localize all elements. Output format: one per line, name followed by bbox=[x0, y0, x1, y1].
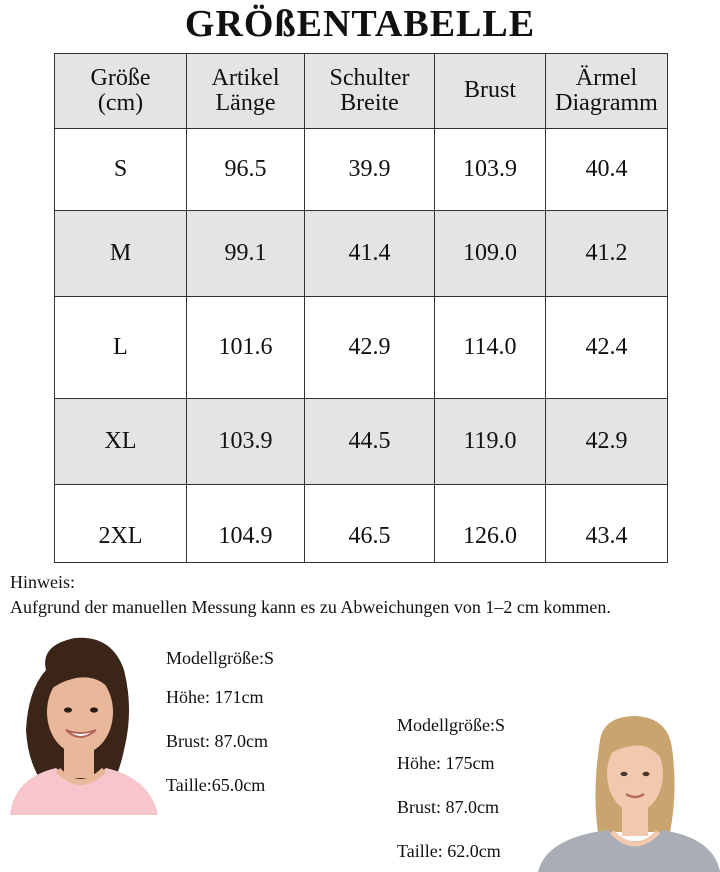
model1-size: Modellgröße:S bbox=[166, 648, 274, 668]
model2-waist: Taille: 62.0cm bbox=[397, 841, 501, 861]
model2-height: Höhe: 175cm bbox=[397, 753, 495, 773]
cell-size: L bbox=[55, 297, 187, 399]
cell-length: 104.9 bbox=[187, 485, 305, 563]
model1-height: Höhe: 171cm bbox=[166, 687, 264, 707]
cell-shoulder: 39.9 bbox=[305, 129, 435, 211]
header-shoulder: Schulter Breite bbox=[305, 54, 435, 129]
cell-bust: 109.0 bbox=[435, 211, 546, 297]
cell-sleeve: 42.4 bbox=[546, 297, 668, 399]
model1-waist: Taille:65.0cm bbox=[166, 775, 266, 795]
table-header-row bbox=[55, 54, 668, 129]
cell-size: XL bbox=[55, 399, 187, 485]
model2-bust: Brust: 87.0cm bbox=[397, 797, 499, 817]
model1-bust: Brust: 87.0cm bbox=[166, 731, 268, 751]
table-row bbox=[55, 129, 668, 211]
note-text: Aufgrund der manuellen Messung kann es zu Abweichungen von 1–2 cm kommen. bbox=[10, 597, 611, 617]
cell-size: S bbox=[55, 129, 187, 211]
table-row bbox=[55, 211, 668, 297]
header-length: Artikel Länge bbox=[187, 54, 305, 129]
model2-size: Modellgröße:S bbox=[397, 715, 505, 735]
header-bust: Brust bbox=[435, 54, 546, 129]
cell-shoulder: 42.9 bbox=[305, 297, 435, 399]
table-row bbox=[55, 297, 668, 399]
model-photo-1 bbox=[0, 630, 160, 815]
header-sleeve: Ärmel Diagramm bbox=[546, 54, 668, 129]
cell-length: 101.6 bbox=[187, 297, 305, 399]
cell-size: M bbox=[55, 211, 187, 297]
cell-shoulder: 44.5 bbox=[305, 399, 435, 485]
table-row bbox=[55, 485, 668, 563]
header-size: Größe (cm) bbox=[55, 54, 187, 129]
page-title: GRÖßENTABELLE bbox=[184, 3, 536, 45]
table-row bbox=[55, 399, 668, 485]
cell-bust: 126.0 bbox=[435, 485, 546, 563]
cell-size: 2XL bbox=[55, 485, 187, 563]
cell-shoulder: 41.4 bbox=[305, 211, 435, 297]
cell-sleeve: 42.9 bbox=[546, 399, 668, 485]
note-label: Hinweis: bbox=[10, 572, 75, 592]
cell-sleeve: 40.4 bbox=[546, 129, 668, 211]
cell-length: 96.5 bbox=[187, 129, 305, 211]
cell-length: 99.1 bbox=[187, 211, 305, 297]
cell-sleeve: 41.2 bbox=[546, 211, 668, 297]
cell-bust: 114.0 bbox=[435, 297, 546, 399]
cell-bust: 103.9 bbox=[435, 129, 546, 211]
model-photo-2 bbox=[538, 712, 720, 872]
size-chart-table bbox=[54, 53, 668, 563]
cell-length: 103.9 bbox=[187, 399, 305, 485]
cell-bust: 119.0 bbox=[435, 399, 546, 485]
cell-shoulder: 46.5 bbox=[305, 485, 435, 563]
cell-sleeve: 43.4 bbox=[546, 485, 668, 563]
